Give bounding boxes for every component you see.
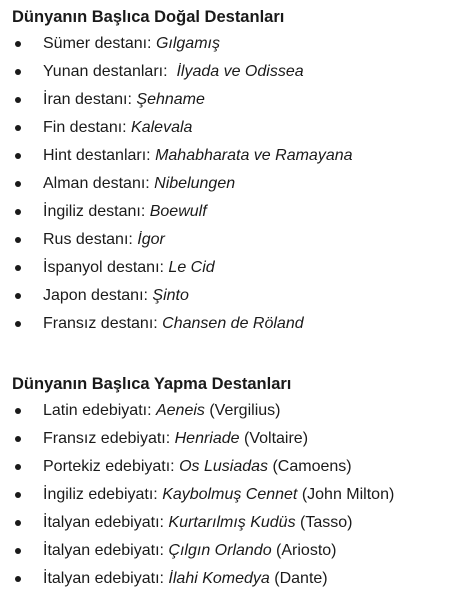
epic-title: Nibelungen <box>154 175 236 192</box>
epic-title: Kalevala <box>131 119 193 136</box>
bullet-icon <box>15 97 21 103</box>
item-label: Hint destanları: <box>43 147 156 164</box>
natural-epics-list <box>12 30 452 338</box>
list-item <box>12 254 452 282</box>
epic-title: Le Cid <box>168 259 215 276</box>
artificial-epics-list <box>12 397 452 593</box>
item-label: Fransız destanı: <box>43 315 163 332</box>
item-author: (Voltaire) <box>239 430 309 447</box>
bullet-icon <box>15 436 21 442</box>
list-item <box>12 453 452 481</box>
list-item <box>12 509 452 537</box>
list-item <box>12 565 452 593</box>
item-author: (Dante) <box>269 570 328 587</box>
bullet-icon <box>15 408 21 414</box>
item-label: İngiliz edebiyatı: <box>43 486 163 503</box>
item-label: Rus destanı: <box>43 231 138 248</box>
item-label: Alman destanı: <box>43 175 155 192</box>
item-author: (Tasso) <box>295 514 353 531</box>
bullet-icon <box>15 209 21 215</box>
bullet-icon <box>15 548 21 554</box>
item-author: (Vergilius) <box>204 402 281 419</box>
list-item <box>12 198 452 226</box>
artificial-epics-heading: Dünyanın Başlıca Yapma Destanları <box>12 375 292 393</box>
artificial-epics-section <box>12 373 452 593</box>
item-label: Sümer destanı: <box>43 35 156 52</box>
epic-title: Aeneis <box>155 402 205 419</box>
bullet-icon <box>15 69 21 75</box>
epic-title: Şehname <box>136 91 205 108</box>
epic-title: Kurtarılmış Kudüs <box>168 514 296 531</box>
bullet-icon <box>15 492 21 498</box>
list-item <box>12 30 452 58</box>
epic-title: Şinto <box>152 287 189 304</box>
list-item <box>12 282 452 310</box>
list-item <box>12 86 452 114</box>
epic-title: Chansen de Röland <box>162 315 304 332</box>
epic-title: Çılgın Orlando <box>168 542 272 559</box>
item-label: İspanyol destanı: <box>43 259 169 276</box>
epic-title: Henriade <box>174 430 240 447</box>
epic-title: Gılgamış <box>155 35 220 52</box>
bullet-icon <box>15 265 21 271</box>
bullet-icon <box>15 293 21 299</box>
list-item <box>12 114 452 142</box>
bullet-icon <box>15 237 21 243</box>
bullet-icon <box>15 153 21 159</box>
epic-title: İlyada ve Odissea <box>176 63 304 80</box>
list-item <box>12 481 452 509</box>
item-label: İran destanı: <box>43 91 137 108</box>
epic-title: Kaybolmuş Cennet <box>162 486 298 503</box>
bullet-icon <box>15 181 21 187</box>
item-label: Fransız edebiyatı: <box>43 430 175 447</box>
list-item <box>12 310 452 338</box>
item-label: Fin destanı: <box>43 119 132 136</box>
item-author: (John Milton) <box>297 486 395 503</box>
item-label: İtalyan edebiyatı: <box>43 514 169 531</box>
epic-title: Os Lusiadas <box>179 458 269 475</box>
epic-title: Mahabharata ve Ramayana <box>155 147 353 164</box>
bullet-icon <box>15 125 21 131</box>
list-item <box>12 226 452 254</box>
natural-epics-heading: Dünyanın Başlıca Doğal Destanları <box>12 8 285 26</box>
epic-title: İlahi Komedya <box>168 570 270 587</box>
item-author: (Ariosto) <box>271 542 337 559</box>
item-label: Portekiz edebiyatı: <box>43 458 180 475</box>
item-label: Japon destanı: <box>43 287 153 304</box>
bullet-icon <box>15 321 21 327</box>
bullet-icon <box>15 464 21 470</box>
item-label: İtalyan edebiyatı: <box>43 570 169 587</box>
item-author: (Camoens) <box>268 458 352 475</box>
list-item <box>12 425 452 453</box>
natural-epics-section <box>12 6 452 338</box>
bullet-icon <box>15 41 21 47</box>
list-item <box>12 397 452 425</box>
list-item <box>12 58 452 86</box>
list-item <box>12 142 452 170</box>
item-label: Latin edebiyatı: <box>43 402 156 419</box>
bullet-icon <box>15 576 21 582</box>
item-label: Yunan destanları: <box>43 63 177 80</box>
epic-title: Boewulf <box>149 203 207 220</box>
list-item <box>12 537 452 565</box>
epic-title: İgor <box>137 231 165 248</box>
item-label: İtalyan edebiyatı: <box>43 542 169 559</box>
list-item <box>12 170 452 198</box>
bullet-icon <box>15 520 21 526</box>
item-label: İngiliz destanı: <box>43 203 150 220</box>
